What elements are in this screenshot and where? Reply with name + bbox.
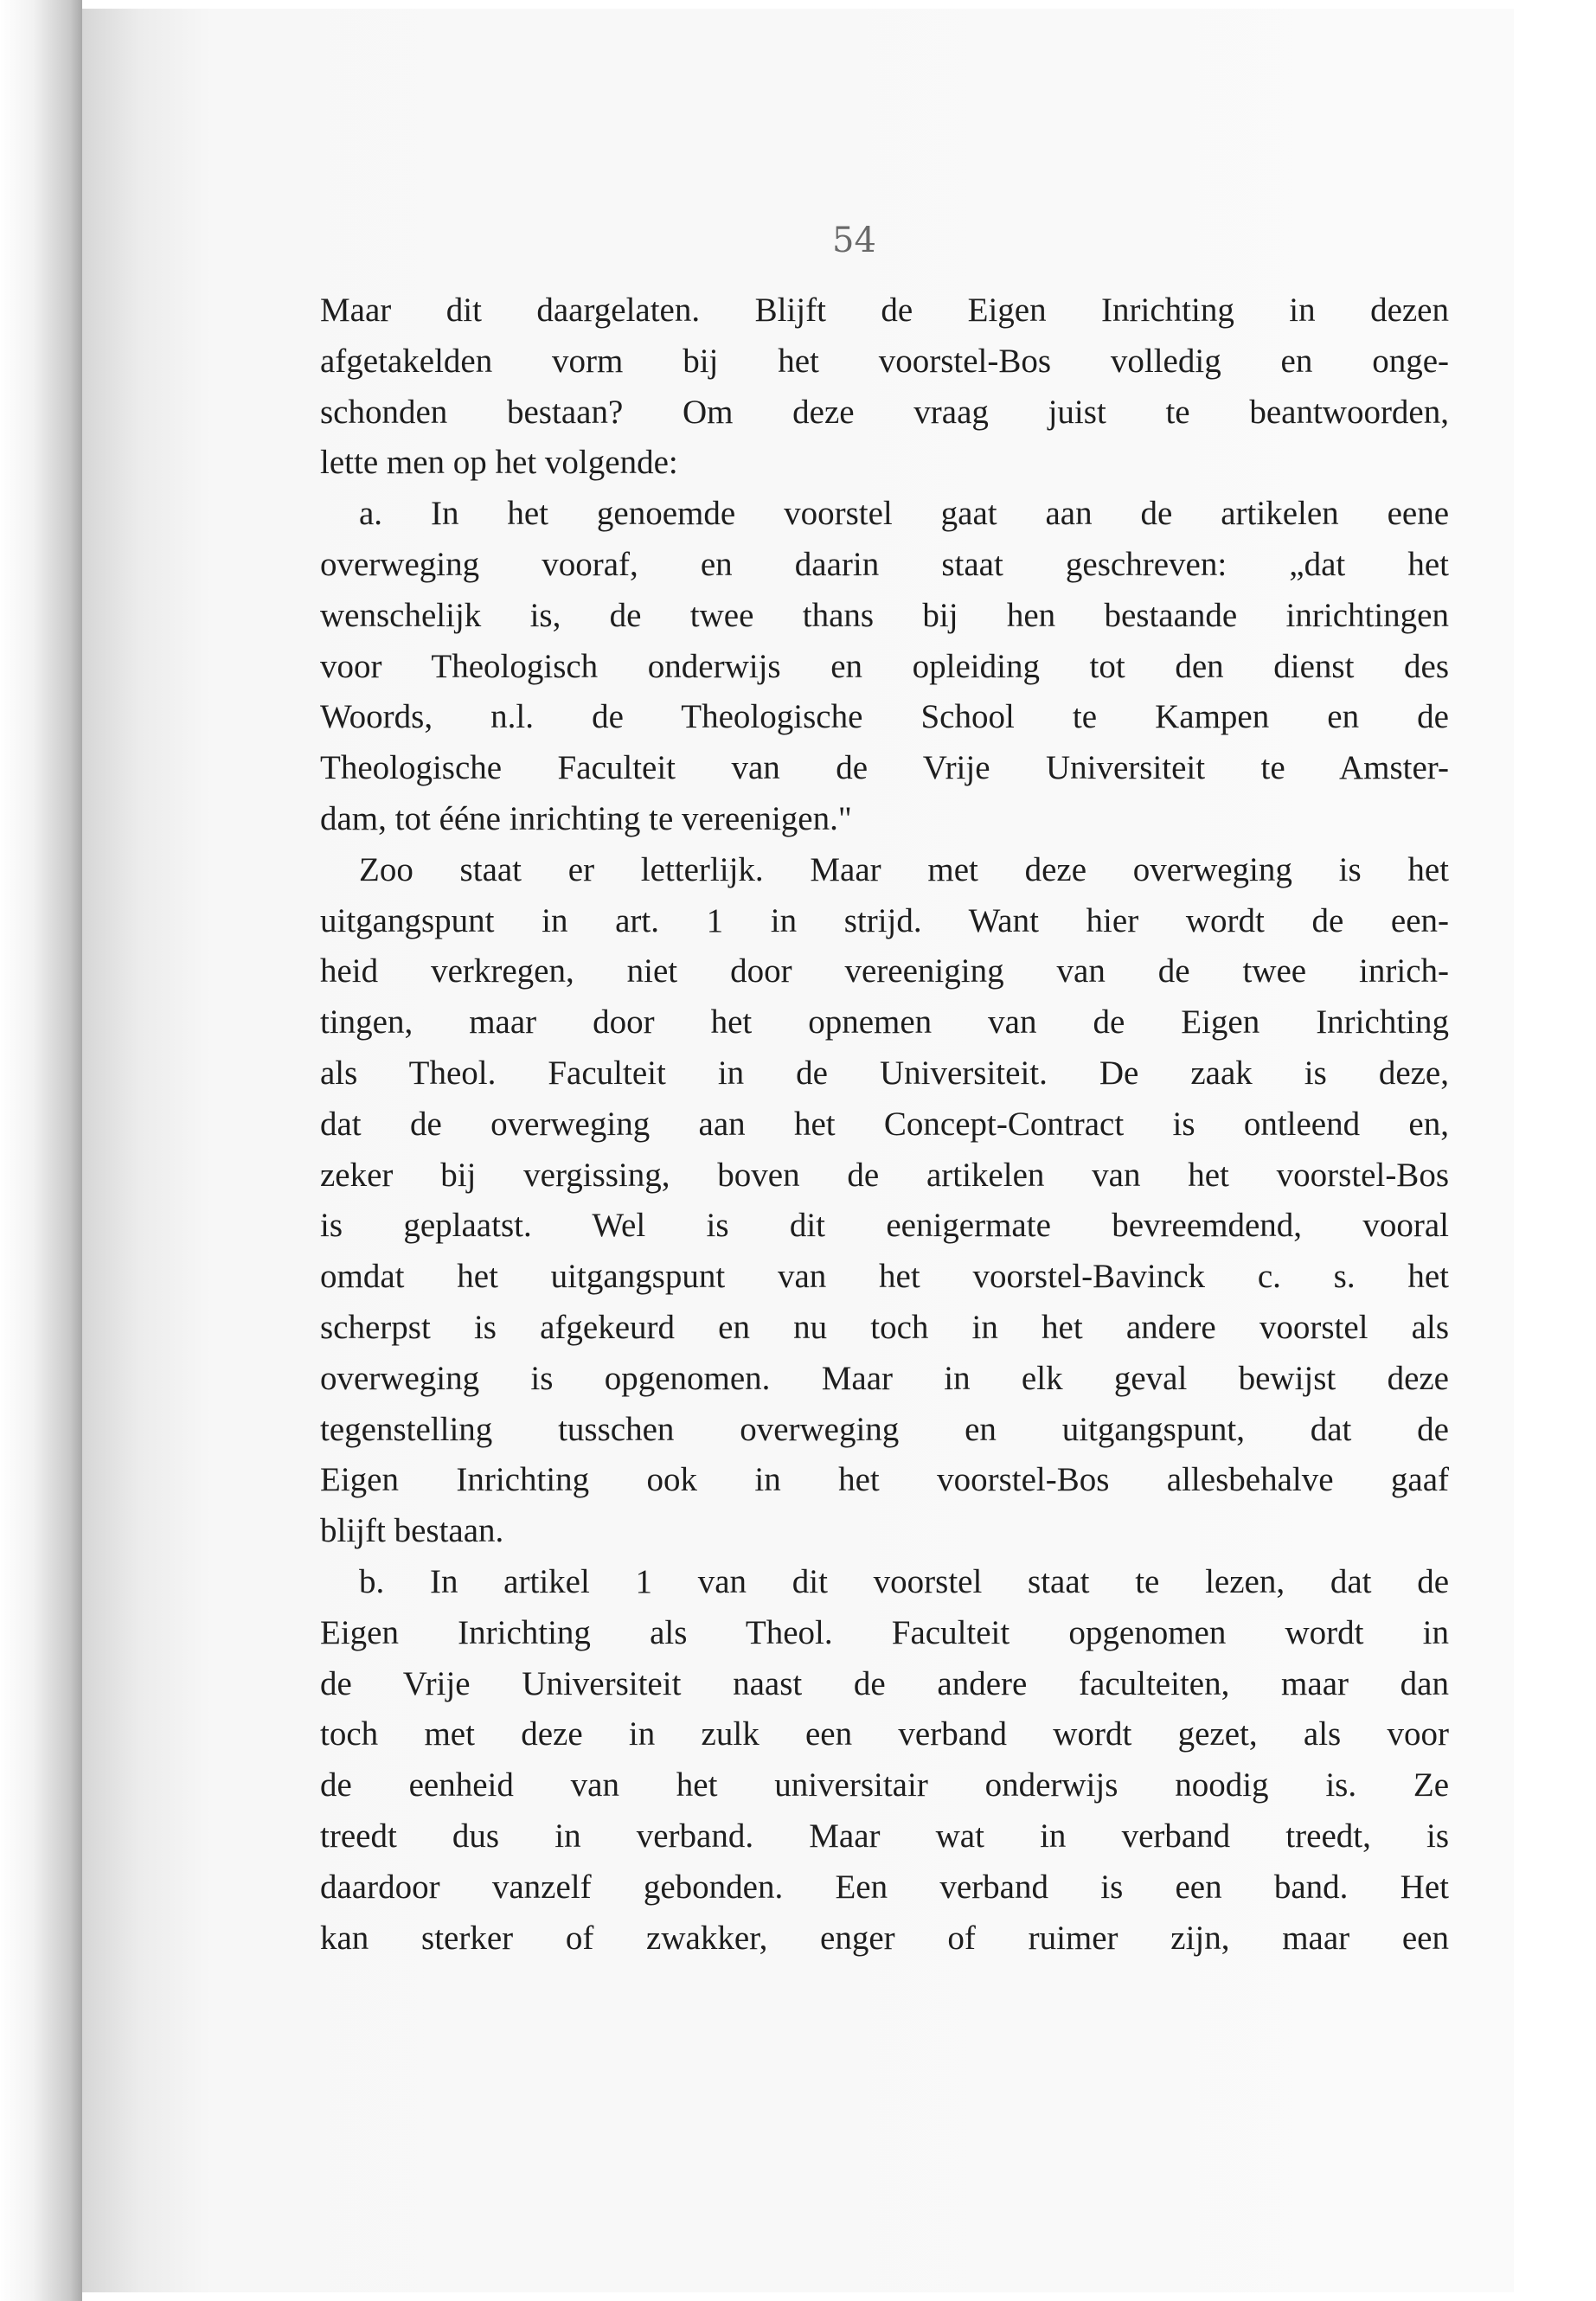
text-line: heid verkregen, niet door vereeniging van de twee inrich- bbox=[320, 952, 1449, 990]
text-line: tegenstelling tusschen overweging en uitgangspunt, dat de bbox=[320, 1410, 1449, 1448]
text-line: overweging vooraf, en daarin staat geschreven: „dat het bbox=[320, 545, 1449, 583]
text-line: tingen, maar door het opnemen van de Eigen Inrichting bbox=[320, 1003, 1449, 1042]
text-line: de Vrije Universiteit naast de andere faculteiten, maar dan bbox=[320, 1664, 1449, 1702]
text-line: dam, tot ééne inrichting te vereenigen." bbox=[320, 799, 852, 837]
body-text bbox=[320, 285, 1449, 1964]
text-line: is geplaatst. Wel is dit eenigermate bevreemdend, vooral bbox=[320, 1207, 1449, 1245]
text-line: b. In artikel 1 van dit voorstel staat te lezen, dat de bbox=[359, 1562, 1449, 1600]
page-number: 54 bbox=[832, 221, 876, 260]
text-line: Eigen Inrichting ook in het voorstel-Bos allesbehalve gaaf bbox=[320, 1461, 1449, 1499]
text-line: Zoo staat er letterlijk. Maar met deze overweging is het bbox=[359, 850, 1449, 888]
text-line: a. In het genoemde voorstel gaat aan de artikelen eene bbox=[359, 495, 1449, 533]
text-line: dat de overweging aan het Concept-Contract is ontleend en, bbox=[320, 1105, 1449, 1143]
right-margin bbox=[1514, 0, 1596, 2301]
text-line: zeker bij vergissing, boven de artikelen van het voorstel-Bos bbox=[320, 1156, 1449, 1194]
text-line: wenschelijk is, de twee thans bij hen bestaande inrichtingen bbox=[320, 596, 1449, 634]
text-line: lette men op het volgende: bbox=[320, 444, 678, 482]
text-line: scherpst is afgekeurd en nu toch in het andere voorstel als bbox=[320, 1308, 1449, 1346]
text-line: als Theol. Faculteit in de Universiteit. De zaak is deze, bbox=[320, 1054, 1449, 1092]
text-line: uitgangspunt in art. 1 in strijd. Want hier wordt de een- bbox=[320, 901, 1449, 939]
text-line: de eenheid van het universitair onderwijs noodig is. Ze bbox=[320, 1766, 1449, 1804]
text-line: daardoor vanzelf gebonden. Een verband is een band. Het bbox=[320, 1868, 1449, 1906]
text-line: Theologische Faculteit van de Vrije Universiteit te Amster- bbox=[320, 749, 1449, 787]
text-line: kan sterker of zwakker, enger of ruimer zijn, maar een bbox=[320, 1919, 1449, 1957]
text-line: afgetakelden vorm bij het voorstel-Bos volledig en onge- bbox=[320, 342, 1449, 380]
binding-shadow bbox=[0, 0, 82, 2301]
text-line: Maar dit daargelaten. Blijft de Eigen Inrichting in dezen bbox=[320, 292, 1449, 329]
text-line: blijft bestaan. bbox=[320, 1512, 504, 1550]
text-line: treedt dus in verband. Maar wat in verband treedt, is bbox=[320, 1817, 1449, 1855]
text-line: voor Theologisch onderwijs en opleiding tot den dienst des bbox=[320, 647, 1449, 685]
text-line: overweging is opgenomen. Maar in elk geval bewijst deze bbox=[320, 1359, 1449, 1397]
text-line: Eigen Inrichting als Theol. Faculteit opgenomen wordt in bbox=[320, 1613, 1449, 1651]
text-line: schonden bestaan? Om deze vraag juist te beantwoorden, bbox=[320, 393, 1449, 431]
text-line: omdat het uitgangspunt van het voorstel-Bavinck c. s. het bbox=[320, 1258, 1449, 1296]
text-line: Woords, n.l. de Theologische School te Kampen en de bbox=[320, 698, 1449, 736]
text-line: toch met deze in zulk een verband wordt gezet, als voor bbox=[320, 1715, 1449, 1753]
